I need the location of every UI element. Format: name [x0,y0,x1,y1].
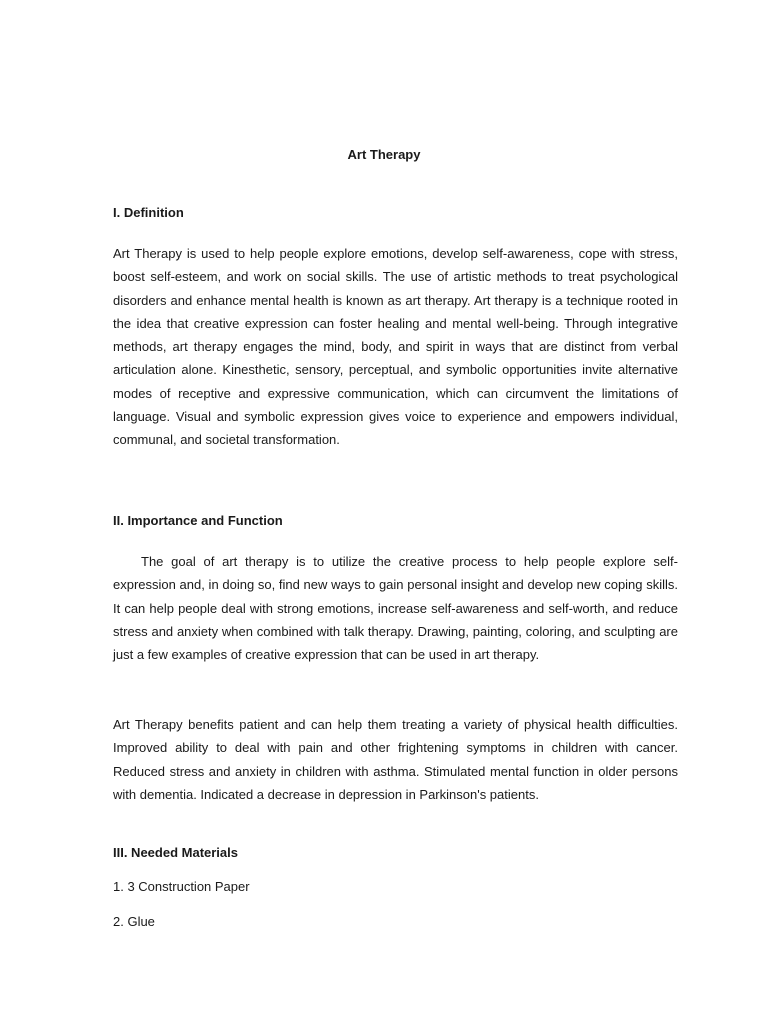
importance-paragraph-2: Art Therapy benefits patient and can help them treating a variety of physical health difficulties. Improved ability to deal with pain and other frightening symptoms in children with cancer. Reduced stress and anxiety in children with asthma. Stimulated mental function in older persons with dementia. Indicated a decrease in depression in Parkinson's patients. [113,717,678,802]
materials-list-item: 1. 3 Construction Paper [113,879,250,894]
section-heading-definition: I. Definition [113,205,184,220]
definition-paragraph: Art Therapy is used to help people explore emotions, develop self-awareness, cope with stress, boost self-esteem, and work on social skills. The use of artistic methods to treat psychological disorders and enhance mental health is known as art therapy. Art therapy is a technique rooted in the idea that creative expression can foster healing and mental well-being. Through integrative methods, art therapy engages the mind, body, and spirit in ways that are distinct from verbal articulation alone. Kinesthetic, sensory, perceptual, and symbolic opportunities invite alternative modes of receptive and expressive communication, which can circumvent the limitations of language. Visual and symbolic expression gives voice to experience and empowers individual, communal, and societal transformation. [113,246,678,448]
document-title: Art Therapy [347,147,421,162]
section-heading-materials: III. Needed Materials [113,845,238,860]
section-heading-importance: II. Importance and Function [113,513,283,528]
materials-list-item: 2. Glue [113,914,155,929]
importance-paragraph-1: The goal of art therapy is to utilize the creative process to help people explore self-expression and, in doing so, find new ways to gain personal insight and develop new coping skills. It can help people deal with strong emotions, increase self-awareness and self-worth, and reduce stress and anxiety when combined with talk therapy. Drawing, painting, coloring, and sculpting are just a few examples of creative expression that can be used in art therapy. [113,554,678,663]
